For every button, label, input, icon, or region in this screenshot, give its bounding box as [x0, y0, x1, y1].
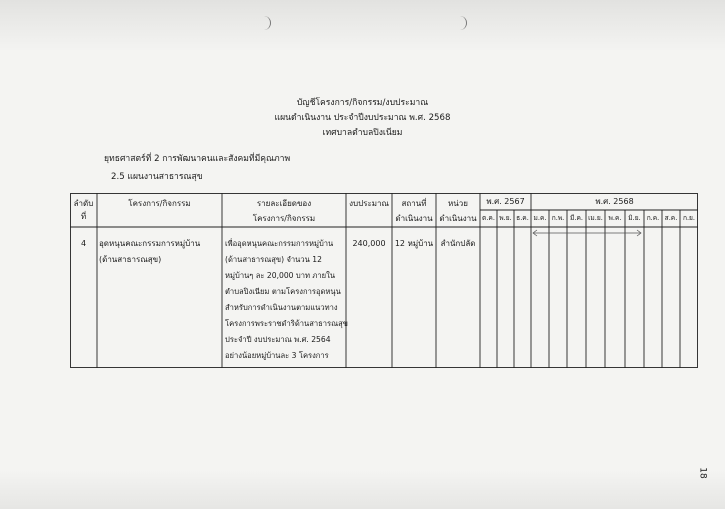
row-project-name: อุดหนุนคณะกรรมการหมู่บ้าน — [99, 239, 201, 248]
header-unit: หน่วย — [448, 199, 468, 208]
row-unit: สำนักปลัด — [440, 239, 476, 248]
month-feb: ก.พ. — [551, 214, 565, 222]
document-subtitle: แผนดำเนินงาน ประจำปีงบประมาณ พ.ศ. 2568 — [274, 113, 451, 123]
month-dec: ธ.ค. — [516, 214, 529, 222]
row-detail-line: ประจำปี งบประมาณ พ.ศ. 2564 — [225, 335, 331, 344]
header-detail: รายละเอียดของ — [256, 199, 312, 208]
document-title: บัญชีโครงการ/กิจกรรม/งบประมาณ — [296, 98, 429, 108]
header-detail-suffix: โครงการ/กิจกรรม — [252, 214, 316, 223]
header-project: โครงการ/กิจกรรม — [128, 199, 191, 208]
month-jul: ก.ค. — [646, 214, 660, 222]
row-place: 12 หมู่บ้าน — [394, 239, 434, 248]
header-place: สถานที่ — [401, 199, 427, 208]
row-project-subtitle: (ด้านสาธารณสุข) — [99, 255, 162, 264]
page-number: 18 — [697, 467, 708, 479]
project-table — [70, 193, 698, 368]
month-sep: ก.ย. — [682, 214, 696, 222]
row-detail-line: โครงการพระราชดำริด้านสาธารณสุข — [225, 319, 348, 328]
row-budget: 240,000 — [352, 239, 386, 248]
month-jan: ม.ค. — [533, 214, 547, 222]
plan-heading: 2.5 แผนงานสาธารณสุข — [111, 172, 203, 182]
header-budget: งบประมาณ — [349, 199, 389, 208]
row-detail-line: (ด้านสาธารณสุข) จำนวน 12 — [225, 255, 322, 264]
row-number: 4 — [80, 239, 87, 248]
organization-name: เทศบาลตำบลปิงเนียม — [322, 128, 403, 138]
row-detail-line: ตำบลปิงเนียม ตามโครงการอุดหนุน — [225, 287, 341, 296]
header-year-2567: พ.ศ. 2567 — [486, 197, 525, 206]
row-detail-line: สำหรับการดำเนินงานตามแนวทาง — [225, 303, 338, 312]
header-no-suffix: ที่ — [80, 212, 87, 221]
row-detail-line: หมู่บ้านๆ ละ 20,000 บาท ภายใน — [225, 271, 336, 280]
header-unit-suffix: ดำเนินงาน — [439, 214, 477, 223]
header-year-2568: พ.ศ. 2568 — [595, 197, 634, 206]
strategy-heading: ยุทธศาสตร์ที่ 2 การพัฒนาคนและสังคมที่มีคุณภาพ — [104, 154, 291, 164]
month-nov: พ.ย. — [499, 214, 512, 222]
header-place-suffix: ดำเนินงาน — [395, 214, 433, 223]
month-mar: มี.ค. — [570, 214, 583, 222]
scan-bottom-shadow — [0, 470, 725, 509]
row-detail-line: เพื่ออุดหนุนคณะกรรมการหมู่บ้าน — [225, 239, 334, 248]
month-aug: ส.ค. — [664, 214, 678, 222]
header-no: ลำดับ — [73, 199, 94, 208]
month-oct: ต.ค. — [482, 214, 495, 222]
month-jun: มิ.ย. — [628, 214, 641, 222]
month-may: พ.ค. — [608, 214, 622, 222]
month-apr: เม.ย. — [588, 214, 603, 222]
row-detail-line: อย่างน้อยหมู่บ้านละ 3 โครงการ — [225, 351, 329, 360]
scan-top-shadow — [0, 0, 725, 52]
